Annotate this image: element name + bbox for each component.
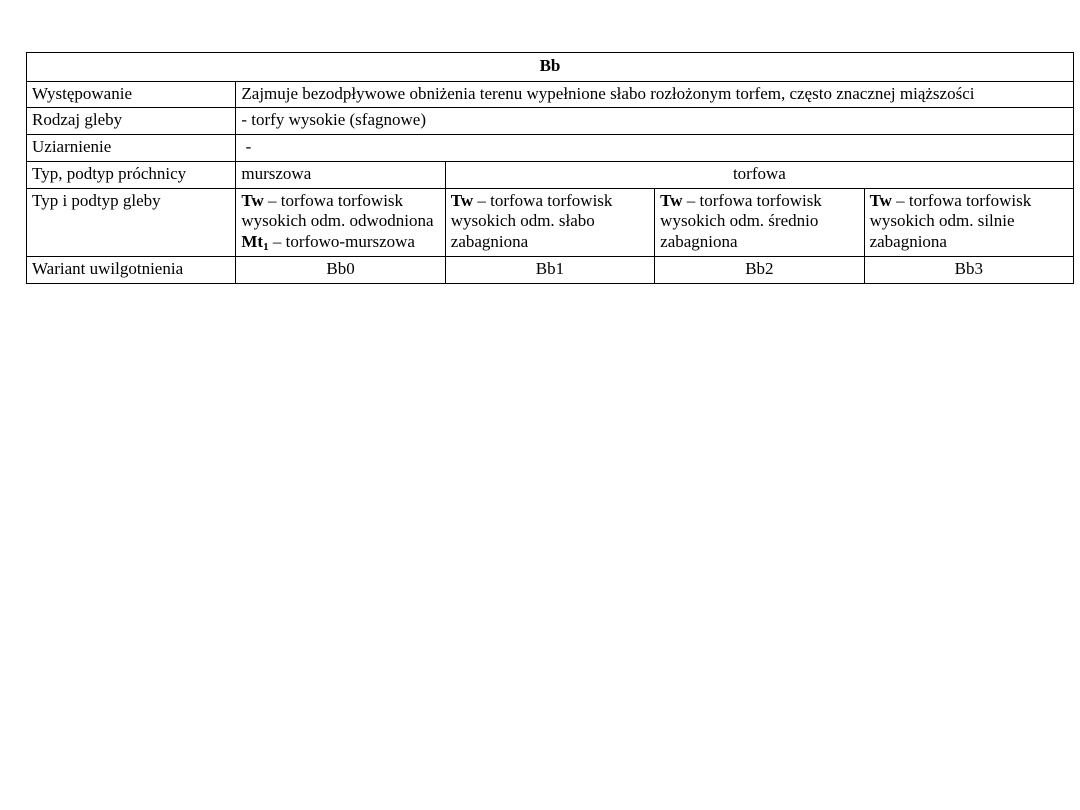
table-title: Bb (27, 53, 1074, 82)
soil-code-0: Tw (241, 190, 264, 210)
table-row (27, 188, 1074, 256)
row-value-soil-kind: - torfy wysokie (sfagnowe) (236, 108, 1074, 135)
row-value-occurrence: Zajmuje bezodpływowe obniżenia terenu wypełnione słabo rozłożonym torfem, często znacznej miąższości (236, 81, 1074, 108)
humus-value-rest: torfowa (445, 161, 1073, 188)
soil-text-2: – torfowa torfowisk wysokich odm. średnio zabagniona (660, 190, 822, 252)
table-row (27, 161, 1074, 188)
variant-value-3: Bb3 (864, 256, 1073, 283)
row-label-humus-type: Typ, podtyp próchnicy (27, 161, 236, 188)
table-row (27, 256, 1074, 283)
row-label-granulation: Uziarnienie (27, 135, 236, 162)
soil-code2-sub-0: 1 (263, 241, 269, 254)
soil-code-3: Tw (869, 190, 892, 210)
variant-value-2: Bb2 (655, 256, 864, 283)
table-row-title (27, 53, 1074, 82)
soil-code2-0: Mt (241, 232, 264, 252)
soil-text-3: – torfowa torfowisk wysokich odm. silnie zabagniona (869, 190, 1032, 252)
table-row (27, 135, 1074, 162)
humus-value-first: murszowa (236, 161, 445, 188)
soil-text-1: – torfowa torfowisk wysokich odm. słabo zabagniona (450, 190, 613, 252)
variant-value-0: Bb0 (236, 256, 445, 283)
soil-type-cell-3 (864, 188, 1073, 256)
row-label-soil-type-subtype: Typ i podtyp gleby (27, 188, 236, 256)
variant-value-1: Bb1 (445, 256, 654, 283)
row-label-occurrence: Występowanie (27, 81, 236, 108)
soil-text-0: – torfowa torfowisk wysokich odm. odwodniona (241, 190, 434, 231)
soil-code-2: Tw (660, 190, 683, 210)
table-row (27, 81, 1074, 108)
soil-text2-0: – torfowo-murszowa (268, 232, 415, 252)
row-label-soil-kind: Rodzaj gleby (27, 108, 236, 135)
soil-type-table (26, 52, 1074, 284)
row-label-moisture-variant: Wariant uwilgotnienia (27, 256, 236, 283)
document-page (26, 52, 1074, 284)
row-value-granulation: - (236, 135, 1074, 162)
soil-type-cell-2 (655, 188, 864, 256)
soil-code-1: Tw (450, 190, 474, 210)
soil-type-cell-1 (445, 188, 654, 256)
table-row (27, 108, 1074, 135)
soil-type-cell-0 (236, 188, 445, 256)
